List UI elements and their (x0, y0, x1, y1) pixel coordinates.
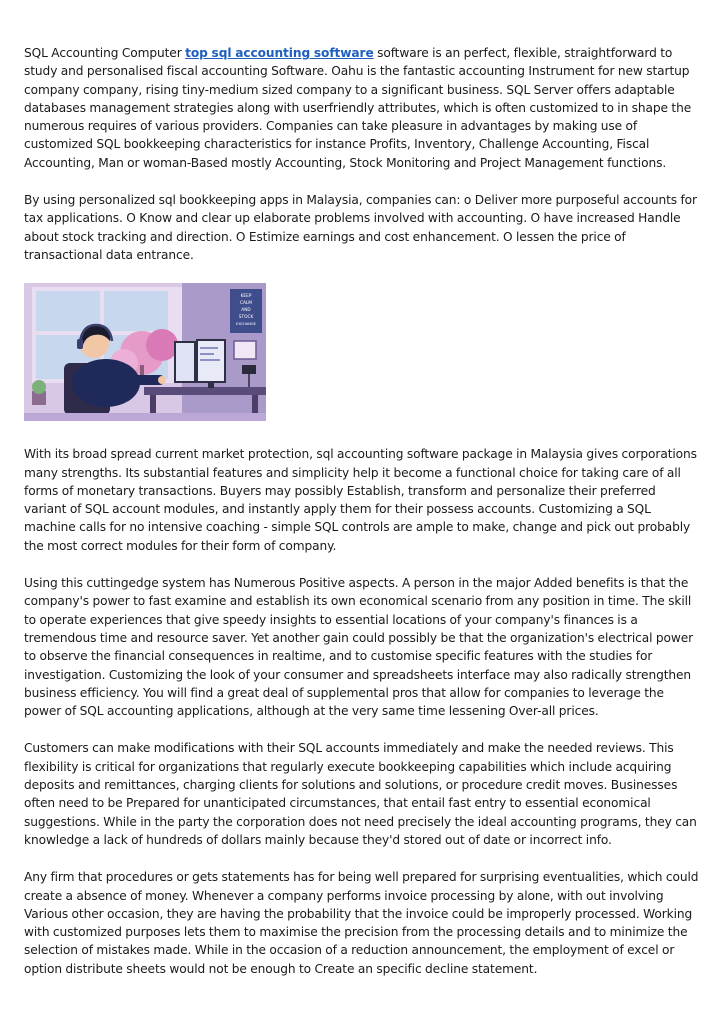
paragraph-1-body: software is an perfect, flexible, straightforward to study and personalised fiscal accounting Software. Oahu is the fantastic accounting Instrument for new startup company company, rising tiny-medium sized company to a significant business. SQL Server offers adaptable databases management strategies along with userfriendly attributes, which is often customized to in shape the numerous requires of various providers. Companies can take pleasure in advantages by making use of customized SQL bookkeeping characteristics for instance Profits, Inventory, Challenge Accounting, Fiscal Accounting, Man or woman-Based mostly Accounting, Stock Monitoring and Project Management functions. (24, 46, 692, 170)
workspace-illustration (24, 283, 266, 421)
poster-line-4: STOCK (238, 315, 254, 321)
poster-line-2: CALM (239, 301, 253, 307)
paragraph-1-intro: SQL Accounting Computer (24, 46, 186, 60)
paragraph-3: With its broad spread current market protection, sql accounting software package in Malaysia gives corporations many strengths. Its substantial features and simplicity help it become a functional choice for taking care of all forms of monetary transactions. Buyers may possibly Establish, transform and personalize their preferred variant of SQL account modules, and instantly apply them for their possess accounts. Customizing a SQL machine calls for no intensive coaching - simple SQL controls are ample to make, change and pick out probably the most correct modules for their form of company. (24, 447, 697, 553)
paragraph-1 (24, 44, 700, 172)
article-body (24, 44, 700, 997)
poster-line-3: AND (241, 308, 251, 314)
paragraph-2: By using personalized sql bookkeeping apps in Malaysia, companies can: o Deliver more purposeful accounts for tax applications. O Know and clear up elaborate problems involved with accounting. O have increased Handle about stock tracking and direction. O Estimize earnings and cost enhancement. O lessen the price of transactional data entrance. (24, 193, 697, 262)
paragraph-5: Customers can make modifications with their SQL accounts immediately and make the needed reviews. This flexibility is critical for organizations that regularly execute bookkeeping capabilities which include acquiring deposits and remittances, charging clients for solutions and solutions, or procedure credit moves. Businesses often need to be Prepared for unanticipated circumstances, that entail fast entry to essential economical suggestions. While in the party the corporation does not need precisely the ideal accounting programs, they can knowledge a lack of hundreds of dollars mainly because they'd stored out of date or incorrect info. (24, 741, 697, 847)
paragraph-4: Using this cuttingedge system has Numerous Positive aspects. A person in the major Added benefits is that the company's power to fast examine and establish its own economical scenario from any position in time. The skill to operate experiences that give speedy insights to essential locations of your company's finances is a tremendous time and resource saver. Yet another gain could possibly be that the organization's electrical power to observe the financial consequences in realtime, and to customise specific features with the studies for investigation. Customizing the look of your consumer and spreadsheets interface may also radically strengthen business efficiency. You will find a great deal of supplemental pros that allow for companies to leverage the power of SQL accounting applications, although at the very same time lessening Over-all prices. (24, 576, 694, 719)
sql-accounting-software-link[interactable]: top sql accounting software (185, 46, 374, 60)
paragraph-6: Any firm that procedures or gets statements has for being well prepared for surprising eventualities, which could create a absence of money. Whenever a company performs invoice processing by alone, with out involving Various other occasion, they are having the probability that the invoice could be improperly processed. Working with customized purposes lets them to maximise the precision from the processing details and to minimize the selection of mistakes made. While in the occasion of a reduction announcement, the employment of excel or option distribute sheets would not be enough to Create an specific decline statement. (24, 870, 699, 976)
poster-line-1: KEEP (240, 294, 252, 300)
workspace-illustration-art (24, 283, 266, 421)
poster-line-5: EXCHANGE (236, 322, 256, 327)
